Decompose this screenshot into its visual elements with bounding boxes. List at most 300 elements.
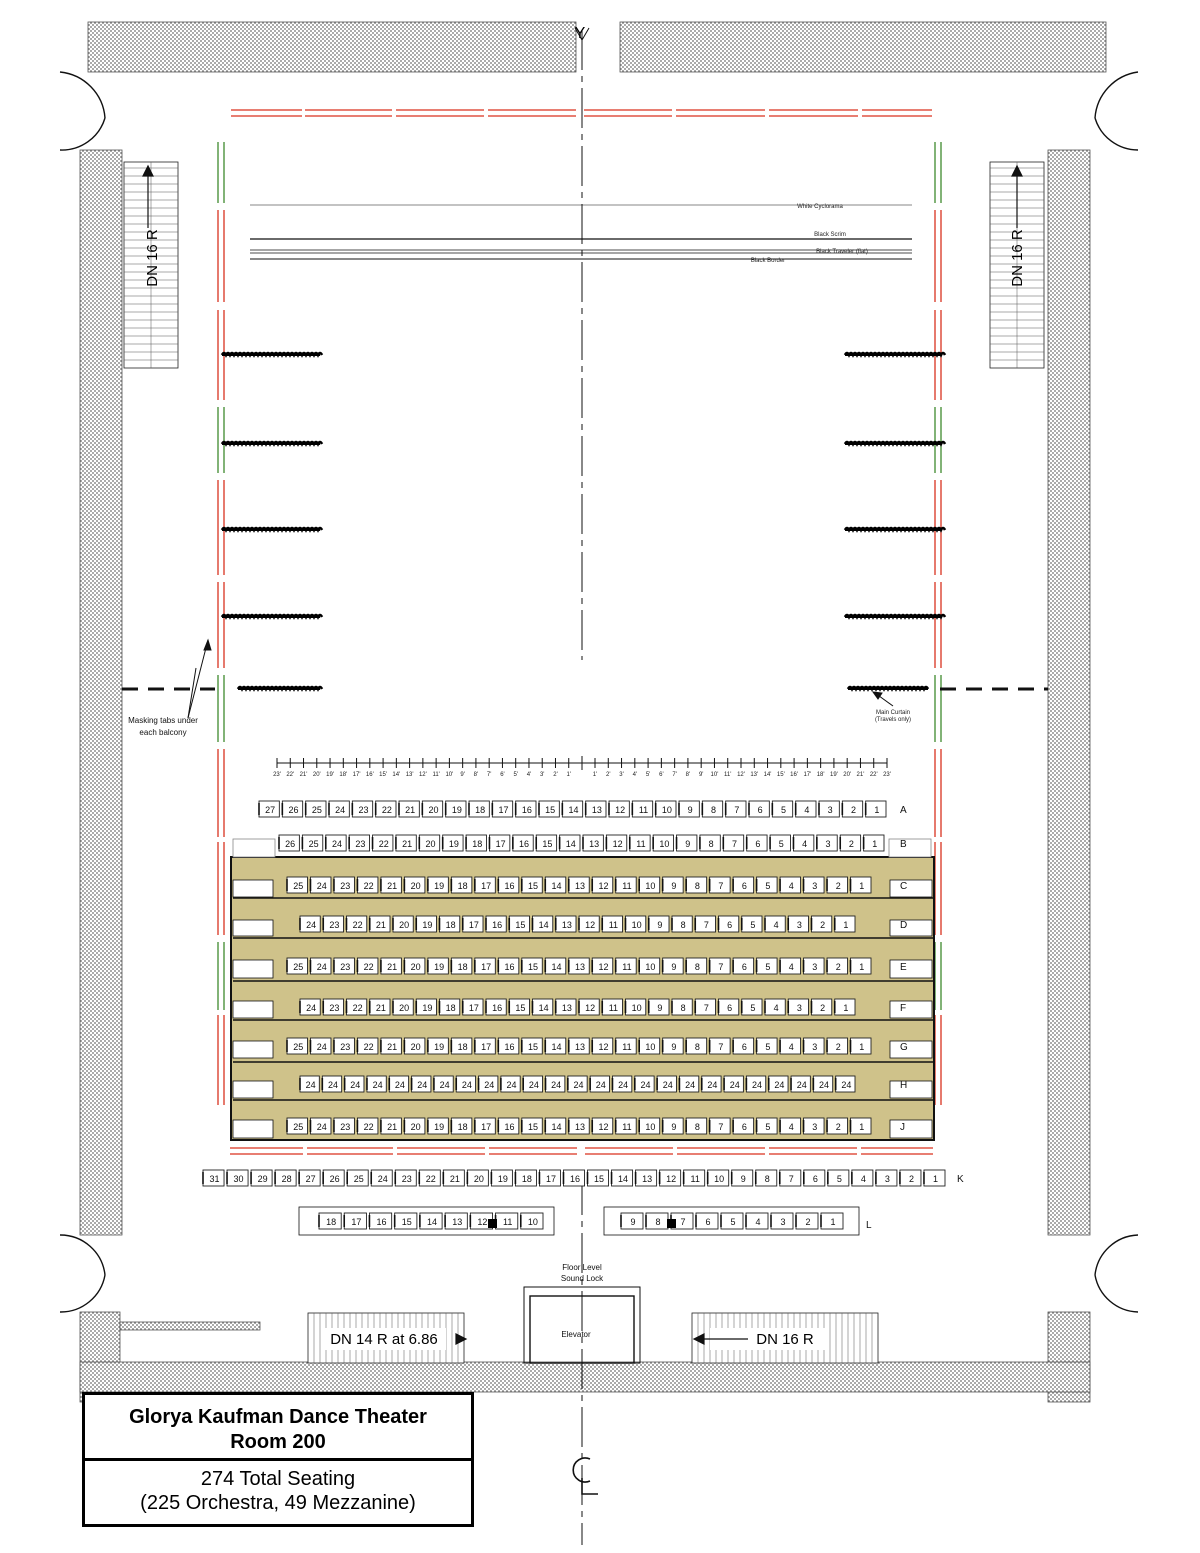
seat[interactable]: [616, 1038, 636, 1054]
seat[interactable]: [469, 801, 489, 817]
seat[interactable]: [545, 1118, 565, 1134]
seat[interactable]: [556, 916, 576, 932]
seat[interactable]: [420, 1213, 442, 1229]
seat[interactable]: [428, 1118, 448, 1134]
svg-text:2: 2: [835, 1042, 841, 1052]
seat[interactable]: [451, 1038, 471, 1054]
seat[interactable]: [663, 1118, 683, 1134]
seat[interactable]: [539, 801, 559, 817]
seat[interactable]: [721, 1213, 743, 1229]
seat[interactable]: [422, 801, 442, 817]
seat[interactable]: [568, 1076, 587, 1092]
seat[interactable]: [724, 1076, 743, 1092]
seat[interactable]: [639, 1038, 659, 1054]
seat[interactable]: [686, 958, 706, 974]
seat[interactable]: [757, 1118, 777, 1134]
seat[interactable]: [475, 877, 495, 893]
seat[interactable]: [649, 999, 669, 1015]
seat[interactable]: [347, 916, 367, 932]
seat[interactable]: [306, 801, 326, 817]
seat[interactable]: [491, 1170, 512, 1186]
seat[interactable]: [347, 1170, 368, 1186]
seat[interactable]: [616, 877, 636, 893]
seat[interactable]: [679, 1076, 698, 1092]
seat[interactable]: [463, 999, 483, 1015]
seat[interactable]: [780, 1118, 800, 1134]
seat[interactable]: [492, 801, 512, 817]
seat[interactable]: [381, 958, 401, 974]
seat[interactable]: [621, 1213, 643, 1229]
seat[interactable]: [334, 958, 354, 974]
seat[interactable]: [791, 1076, 810, 1092]
seat[interactable]: [788, 999, 808, 1015]
seat[interactable]: [864, 835, 884, 851]
svg-text:4: 4: [788, 1042, 794, 1052]
seat[interactable]: [866, 801, 886, 817]
seat[interactable]: [569, 877, 589, 893]
seat[interactable]: [545, 877, 565, 893]
seat[interactable]: [765, 999, 785, 1015]
seat[interactable]: [586, 801, 606, 817]
ruler-tick-label: 15': [379, 772, 388, 778]
seat[interactable]: [545, 958, 565, 974]
seat[interactable]: [660, 1170, 681, 1186]
seat[interactable]: [536, 835, 556, 851]
seat[interactable]: [684, 1170, 705, 1186]
seat[interactable]: [419, 835, 439, 851]
seat[interactable]: [742, 999, 762, 1015]
svg-text:7: 7: [718, 962, 724, 972]
seat[interactable]: [381, 877, 401, 893]
seat[interactable]: [334, 1118, 354, 1134]
seat[interactable]: [663, 1038, 683, 1054]
seat[interactable]: [521, 1213, 543, 1229]
seat[interactable]: [757, 877, 777, 893]
seat[interactable]: [451, 877, 471, 893]
seat[interactable]: [516, 801, 536, 817]
seat[interactable]: [349, 835, 369, 851]
seat[interactable]: [310, 1118, 330, 1134]
row-label: D: [900, 920, 908, 931]
seat[interactable]: [646, 1213, 668, 1229]
seat[interactable]: [287, 1118, 307, 1134]
seat[interactable]: [563, 1170, 584, 1186]
seat[interactable]: [370, 916, 390, 932]
seat[interactable]: [828, 1170, 849, 1186]
seat[interactable]: [203, 1170, 224, 1186]
seat[interactable]: [522, 1038, 542, 1054]
seat[interactable]: [404, 877, 424, 893]
seat[interactable]: [771, 1213, 793, 1229]
svg-text:16: 16: [504, 962, 515, 972]
svg-text:9: 9: [740, 1174, 746, 1184]
seat[interactable]: [851, 958, 871, 974]
seat[interactable]: [656, 801, 676, 817]
seat[interactable]: [827, 958, 847, 974]
seat[interactable]: [851, 877, 871, 893]
seat[interactable]: [456, 1076, 475, 1092]
seat[interactable]: [835, 999, 855, 1015]
seat[interactable]: [569, 958, 589, 974]
seat[interactable]: [287, 877, 307, 893]
seat[interactable]: [545, 1038, 565, 1054]
seat[interactable]: [723, 835, 743, 851]
seat[interactable]: [287, 958, 307, 974]
seat[interactable]: [756, 1170, 777, 1186]
seat[interactable]: [592, 1038, 612, 1054]
seat[interactable]: [416, 916, 436, 932]
seat[interactable]: [700, 835, 720, 851]
seat[interactable]: [393, 999, 413, 1015]
seat[interactable]: [399, 801, 419, 817]
svg-text:4: 4: [788, 1122, 794, 1132]
seat[interactable]: [583, 835, 603, 851]
seat[interactable]: [635, 1076, 654, 1092]
seat[interactable]: [370, 999, 390, 1015]
seat[interactable]: [702, 801, 722, 817]
seat[interactable]: [227, 1170, 248, 1186]
seat[interactable]: [592, 1118, 612, 1134]
seat[interactable]: [428, 1038, 448, 1054]
seat[interactable]: [588, 1170, 609, 1186]
seat[interactable]: [677, 835, 697, 851]
seat[interactable]: [612, 1076, 631, 1092]
seat[interactable]: [710, 877, 730, 893]
seat[interactable]: [562, 801, 582, 817]
seat[interactable]: [443, 835, 463, 851]
seat[interactable]: [513, 835, 533, 851]
seat[interactable]: [556, 999, 576, 1015]
seat[interactable]: [412, 1076, 431, 1092]
seat[interactable]: [695, 999, 715, 1015]
seat[interactable]: [300, 999, 320, 1015]
ruler-tick-label: 7': [486, 772, 492, 778]
seat[interactable]: [489, 835, 509, 851]
seat[interactable]: [719, 916, 739, 932]
seat[interactable]: [772, 801, 792, 817]
seat[interactable]: [616, 1118, 636, 1134]
seat[interactable]: [486, 916, 506, 932]
seat[interactable]: [840, 835, 860, 851]
seat[interactable]: [836, 1076, 855, 1092]
seat[interactable]: [602, 999, 622, 1015]
seat[interactable]: [404, 1038, 424, 1054]
seat[interactable]: [817, 835, 837, 851]
seat[interactable]: [357, 958, 377, 974]
svg-text:18: 18: [457, 881, 468, 891]
seat[interactable]: [475, 958, 495, 974]
seat[interactable]: [632, 801, 652, 817]
seat[interactable]: [672, 916, 692, 932]
seat[interactable]: [539, 1170, 560, 1186]
seat[interactable]: [344, 1213, 366, 1229]
seat[interactable]: [323, 1170, 344, 1186]
seat[interactable]: [793, 835, 813, 851]
seat[interactable]: [326, 835, 346, 851]
seat[interactable]: [475, 1038, 495, 1054]
seat[interactable]: [347, 999, 367, 1015]
seat[interactable]: [696, 1213, 718, 1229]
seat[interactable]: [592, 877, 612, 893]
seat[interactable]: [546, 1076, 565, 1092]
seat[interactable]: [876, 1170, 897, 1186]
ruler-tick-label: 10': [710, 772, 719, 778]
svg-text:17: 17: [545, 1174, 556, 1184]
seat[interactable]: [630, 835, 650, 851]
seat[interactable]: [479, 1076, 498, 1092]
seat[interactable]: [393, 916, 413, 932]
seat[interactable]: [345, 1076, 364, 1092]
seat[interactable]: [310, 877, 330, 893]
seat[interactable]: [428, 877, 448, 893]
svg-text:13: 13: [589, 839, 600, 849]
seat[interactable]: [851, 1118, 871, 1134]
seat[interactable]: [653, 835, 673, 851]
seat[interactable]: [612, 1170, 633, 1186]
seat[interactable]: [742, 916, 762, 932]
seat[interactable]: [924, 1170, 945, 1186]
seat[interactable]: [732, 1170, 753, 1186]
seat[interactable]: [639, 1118, 659, 1134]
seat[interactable]: [569, 1118, 589, 1134]
seat[interactable]: [501, 1076, 520, 1092]
seat[interactable]: [746, 1076, 765, 1092]
seat[interactable]: [579, 916, 599, 932]
seat[interactable]: [522, 958, 542, 974]
seat[interactable]: [352, 801, 372, 817]
seat[interactable]: [300, 916, 320, 932]
seat[interactable]: [672, 999, 692, 1015]
seat[interactable]: [747, 835, 767, 851]
seat[interactable]: [819, 801, 839, 817]
seat[interactable]: [569, 1038, 589, 1054]
seat[interactable]: [498, 1038, 518, 1054]
seat[interactable]: [726, 801, 746, 817]
seat[interactable]: [796, 1213, 818, 1229]
seat[interactable]: [299, 1170, 320, 1186]
seat[interactable]: [686, 1118, 706, 1134]
svg-text:18: 18: [521, 1174, 532, 1184]
seat[interactable]: [282, 801, 302, 817]
seat[interactable]: [827, 1118, 847, 1134]
seat[interactable]: [686, 877, 706, 893]
seat[interactable]: [719, 999, 739, 1015]
seat[interactable]: [451, 1118, 471, 1134]
seat[interactable]: [334, 877, 354, 893]
seat[interactable]: [827, 1038, 847, 1054]
seat[interactable]: [812, 916, 832, 932]
seat[interactable]: [428, 958, 448, 974]
seat[interactable]: [827, 877, 847, 893]
seat[interactable]: [842, 801, 862, 817]
seat[interactable]: [445, 1213, 467, 1229]
seat[interactable]: [602, 916, 622, 932]
seat[interactable]: [733, 1118, 753, 1134]
seat[interactable]: [467, 1170, 488, 1186]
seat[interactable]: [710, 1118, 730, 1134]
seat[interactable]: [765, 916, 785, 932]
border-label: Black Border: [750, 258, 786, 264]
seat[interactable]: [616, 958, 636, 974]
seat[interactable]: [419, 1170, 440, 1186]
seat[interactable]: [835, 916, 855, 932]
seat[interactable]: [679, 801, 699, 817]
seat[interactable]: [310, 958, 330, 974]
seat[interactable]: [804, 1038, 824, 1054]
seat[interactable]: [769, 1076, 788, 1092]
seat[interactable]: [757, 1038, 777, 1054]
seat[interactable]: [757, 958, 777, 974]
seat[interactable]: [334, 1038, 354, 1054]
seat[interactable]: [560, 835, 580, 851]
seat[interactable]: [812, 999, 832, 1015]
seat[interactable]: [733, 1038, 753, 1054]
seat[interactable]: [533, 999, 553, 1015]
seat[interactable]: [416, 999, 436, 1015]
seat[interactable]: [522, 1118, 542, 1134]
seat[interactable]: [780, 1170, 801, 1186]
seat[interactable]: [780, 1038, 800, 1054]
seat[interactable]: [381, 1038, 401, 1054]
seat[interactable]: [463, 916, 483, 932]
seat[interactable]: [626, 999, 646, 1015]
svg-text:20: 20: [410, 1042, 421, 1052]
seat[interactable]: [606, 835, 626, 851]
seat[interactable]: [770, 835, 790, 851]
seat[interactable]: [357, 1118, 377, 1134]
seat[interactable]: [609, 801, 629, 817]
seat[interactable]: [702, 1076, 721, 1092]
svg-text:27: 27: [265, 805, 276, 815]
seat[interactable]: [780, 877, 800, 893]
seat[interactable]: [804, 877, 824, 893]
seat[interactable]: [636, 1170, 657, 1186]
seat[interactable]: [466, 835, 486, 851]
seat[interactable]: [509, 999, 529, 1015]
seat[interactable]: [804, 1118, 824, 1134]
seat[interactable]: [498, 1118, 518, 1134]
seat[interactable]: [367, 1076, 386, 1092]
seat[interactable]: [319, 1213, 341, 1229]
seat[interactable]: [486, 999, 506, 1015]
svg-text:5: 5: [765, 1122, 771, 1132]
seat[interactable]: [498, 958, 518, 974]
seat[interactable]: [381, 1118, 401, 1134]
seat[interactable]: [389, 1076, 408, 1092]
seat[interactable]: [749, 801, 769, 817]
seat[interactable]: [590, 1076, 609, 1092]
seat[interactable]: [821, 1213, 843, 1229]
svg-text:21: 21: [405, 805, 416, 815]
seat[interactable]: [323, 999, 343, 1015]
seat[interactable]: [657, 1076, 676, 1092]
seat[interactable]: [708, 1170, 729, 1186]
seat[interactable]: [639, 877, 659, 893]
seat[interactable]: [357, 1038, 377, 1054]
seat[interactable]: [404, 958, 424, 974]
seat[interactable]: [813, 1076, 832, 1092]
seat[interactable]: [686, 1038, 706, 1054]
seat[interactable]: [592, 958, 612, 974]
seat[interactable]: [275, 1170, 296, 1186]
seat[interactable]: [579, 999, 599, 1015]
seat[interactable]: [322, 1076, 341, 1092]
seat[interactable]: [509, 916, 529, 932]
seat[interactable]: [395, 1213, 417, 1229]
svg-text:22: 22: [381, 805, 392, 815]
seat[interactable]: [851, 1038, 871, 1054]
seat[interactable]: [287, 1038, 307, 1054]
seat[interactable]: [626, 916, 646, 932]
seat[interactable]: [496, 1213, 518, 1229]
seat[interactable]: [369, 1213, 391, 1229]
svg-text:23: 23: [340, 881, 351, 891]
seat[interactable]: [663, 877, 683, 893]
seat[interactable]: [404, 1118, 424, 1134]
seat[interactable]: [522, 877, 542, 893]
seat[interactable]: [533, 916, 553, 932]
seat[interactable]: [440, 916, 460, 932]
seat[interactable]: [371, 1170, 392, 1186]
seat[interactable]: [733, 958, 753, 974]
seat[interactable]: [279, 835, 299, 851]
seat[interactable]: [523, 1076, 542, 1092]
seat[interactable]: [443, 1170, 464, 1186]
seat[interactable]: [357, 877, 377, 893]
seat[interactable]: [451, 958, 471, 974]
seat[interactable]: [796, 801, 816, 817]
seat[interactable]: [746, 1213, 768, 1229]
svg-text:24: 24: [662, 1080, 673, 1090]
svg-text:21: 21: [387, 1122, 398, 1132]
seat[interactable]: [498, 877, 518, 893]
seat[interactable]: [395, 1170, 416, 1186]
seat[interactable]: [323, 916, 343, 932]
seat[interactable]: [440, 999, 460, 1015]
seat[interactable]: [515, 1170, 536, 1186]
seat[interactable]: [804, 958, 824, 974]
seat[interactable]: [373, 835, 393, 851]
seat[interactable]: [376, 801, 396, 817]
svg-text:21: 21: [402, 839, 413, 849]
svg-text:10: 10: [714, 1174, 725, 1184]
ruler-tick-label: 13': [750, 772, 759, 778]
seat[interactable]: [780, 958, 800, 974]
seat[interactable]: [663, 958, 683, 974]
seat[interactable]: [852, 1170, 873, 1186]
seat[interactable]: [710, 1038, 730, 1054]
seat[interactable]: [649, 916, 669, 932]
seat[interactable]: [788, 916, 808, 932]
seat[interactable]: [446, 801, 466, 817]
seat[interactable]: [804, 1170, 825, 1186]
seat[interactable]: [900, 1170, 921, 1186]
seat[interactable]: [434, 1076, 453, 1092]
masking-tabs: [222, 353, 945, 689]
seat[interactable]: [302, 835, 322, 851]
seat[interactable]: [710, 958, 730, 974]
seat[interactable]: [310, 1038, 330, 1054]
seat[interactable]: [329, 801, 349, 817]
seat[interactable]: [259, 801, 279, 817]
seat[interactable]: [733, 877, 753, 893]
seat[interactable]: [251, 1170, 272, 1186]
seat[interactable]: [300, 1076, 319, 1092]
seat[interactable]: [639, 958, 659, 974]
seat[interactable]: [695, 916, 715, 932]
seat[interactable]: [475, 1118, 495, 1134]
seat[interactable]: [396, 835, 416, 851]
